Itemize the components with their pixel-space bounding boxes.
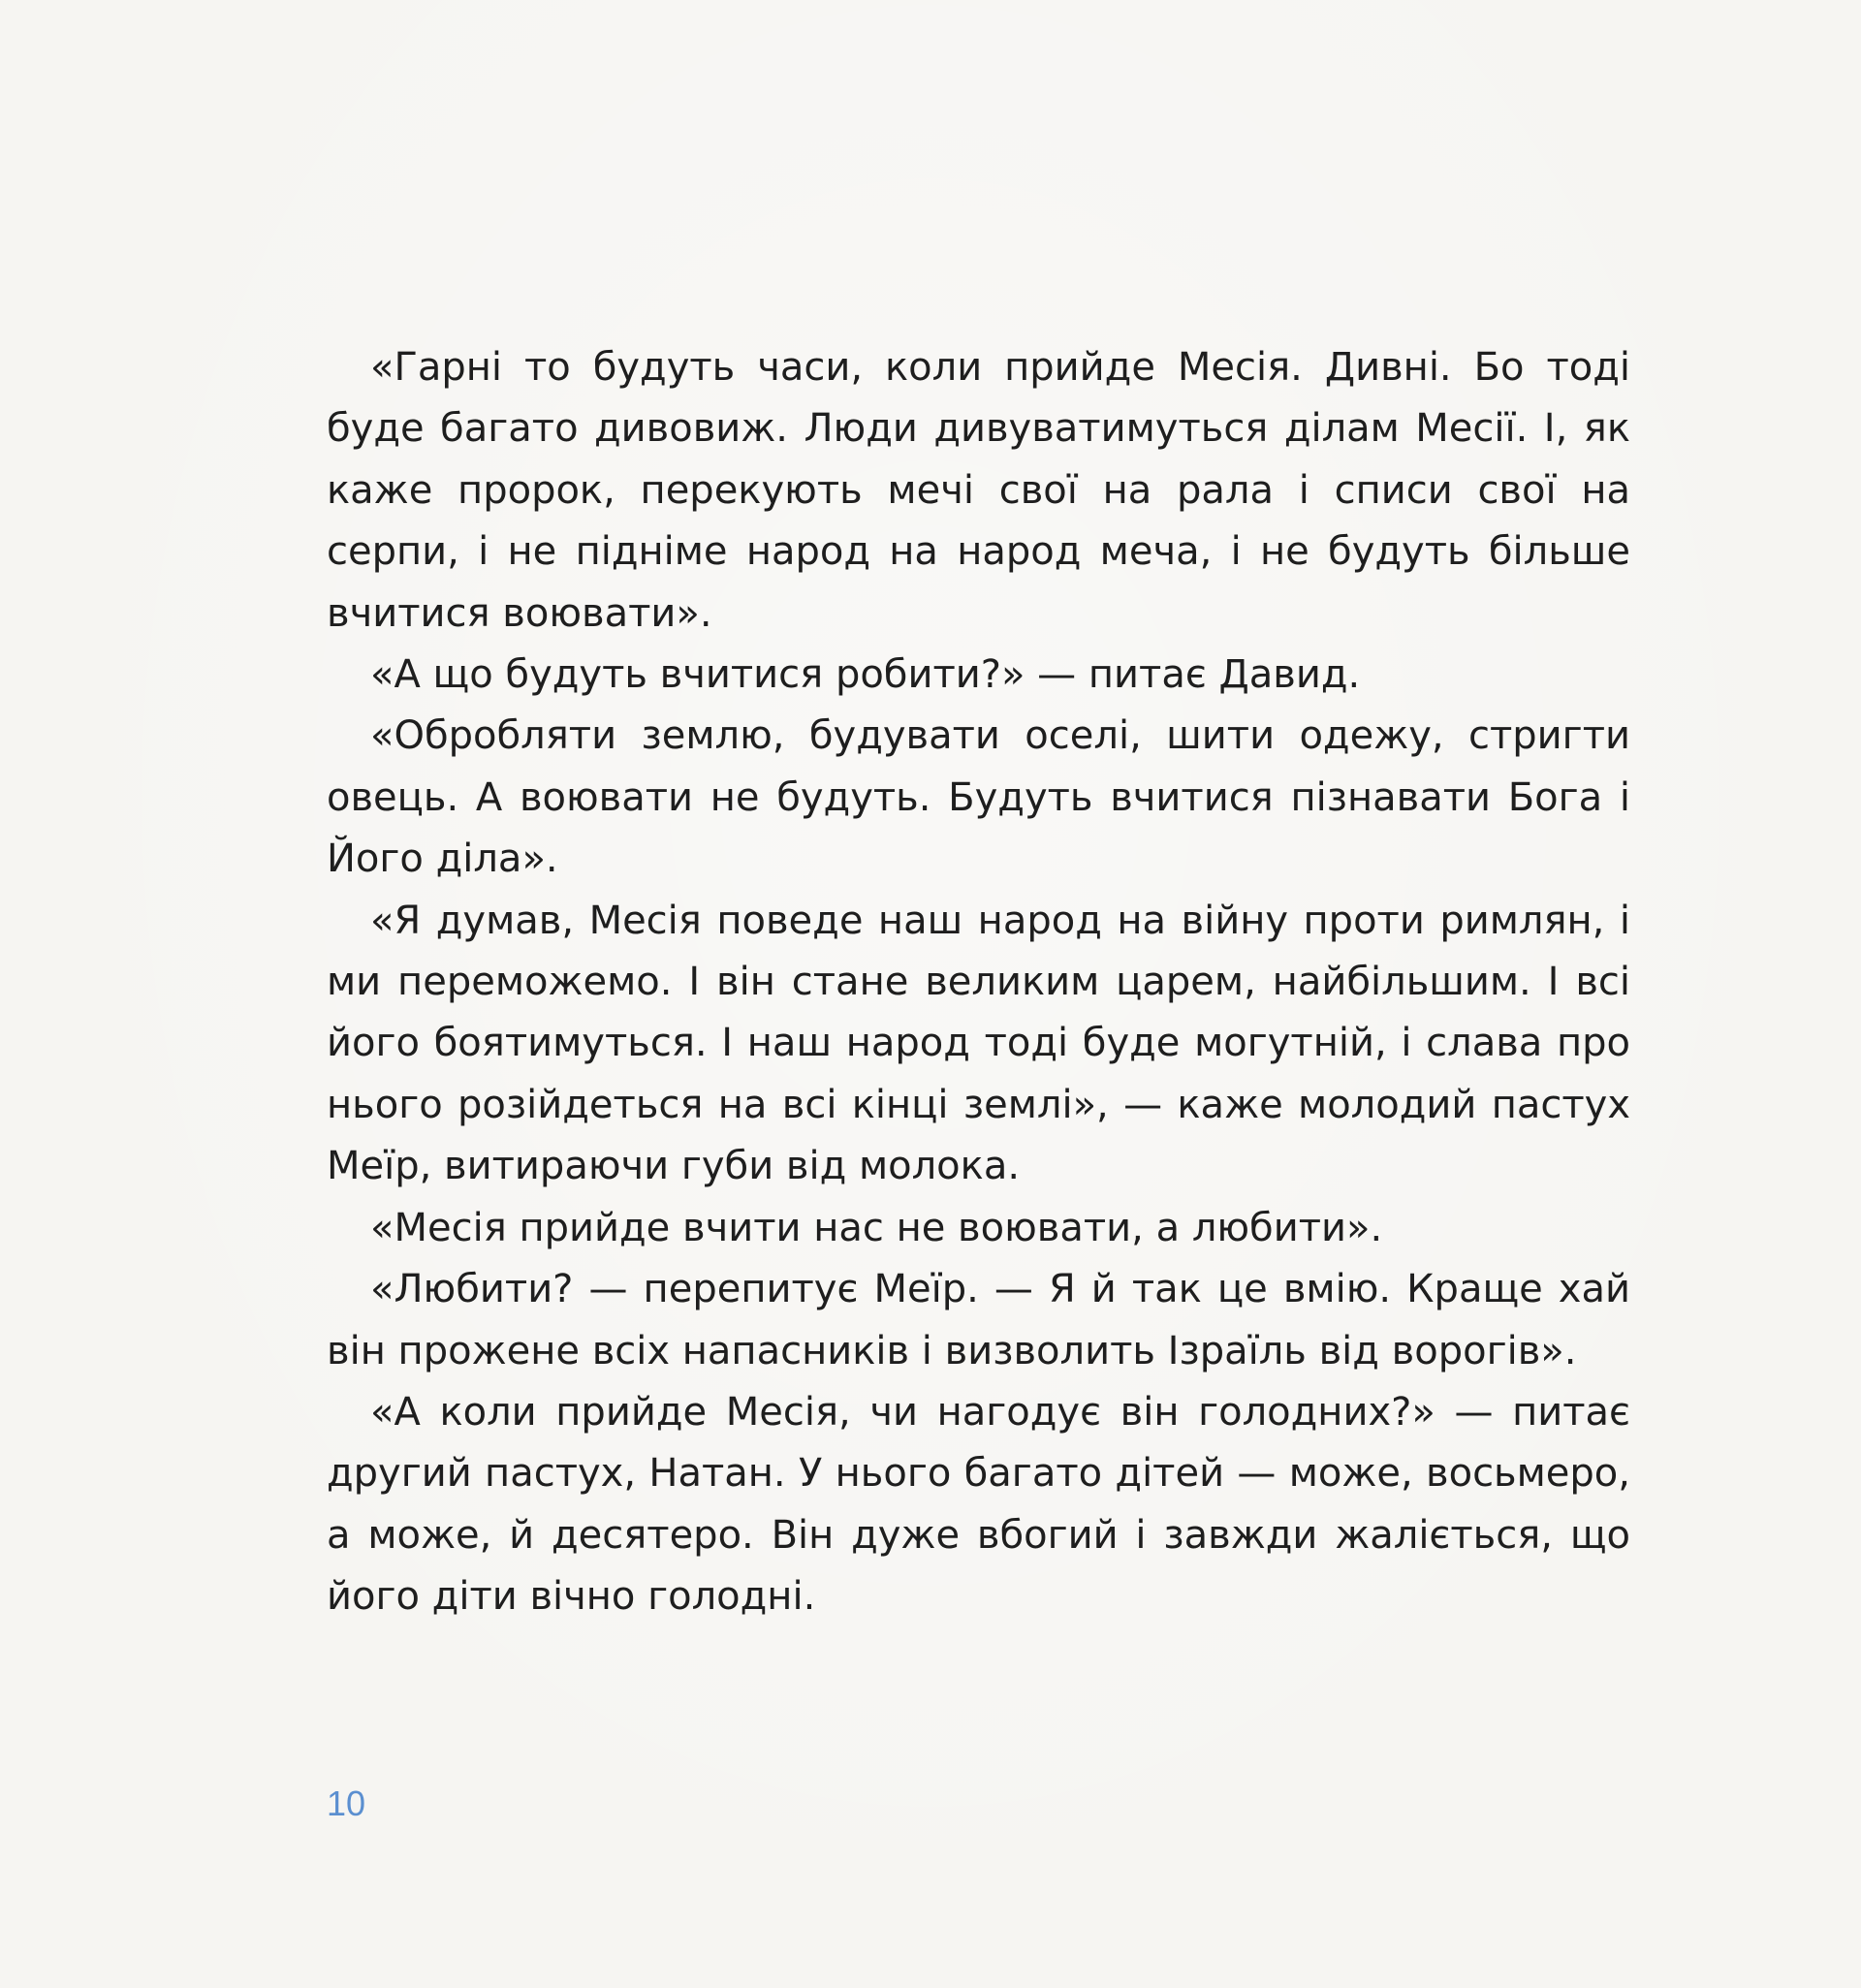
body-text [327,337,1630,1628]
paragraph: «А що будуть вчитися робити?» — питає Давид. [370,652,1361,698]
paragraph: «Любити? — перепитує Меїр. — Я й так це вмію. Краще хай він прожене всіх напасників і визволить Ізраїль від ворогів». [327,1267,1630,1373]
page-number: 10 [327,1783,366,1823]
paragraph: «Месія прийде вчити нас не воювати, а любити». [370,1205,1383,1250]
paragraph: «Обробляти землю, будувати оселі, шити одежу, стригти овець. А воювати не будуть. Будуть вчитися пізнавати Бога і Його діла». [327,713,1630,882]
paragraph: «А коли прийде Месія, чи нагодує він голодних?» — питає другий пастух, Натан. У нього багато дітей — може, восьмеро, а може, й десятеро. Він дуже вбогий і завжди жаліється, що його діти вічно голодні. [327,1389,1630,1620]
paragraph: «Гарні то будуть часи, коли прийде Месія. Дивні. Бо тоді буде багато дивовиж. Люди дивуватимуться ділам Месії. І, як каже пророк, перекують мечі свої на рала і списи свої на серпи, і не підніме народ на народ меча, і не будуть більше вчитися воювати». [327,345,1630,636]
paragraph: «Я думав, Месія поведе наш народ на війну проти римлян, і ми переможемо. І він стане великим царем, найбільшим. І всі його боятимуться. І наш народ тоді буде могутній, і слава про нього розійдеться на всі кінці землі», — каже молодий пастух Меїр, витираючи губи від молока. [327,898,1630,1189]
